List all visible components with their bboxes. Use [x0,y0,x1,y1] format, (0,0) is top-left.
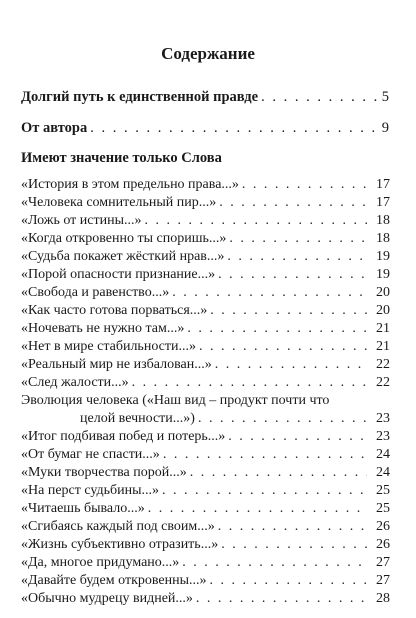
dot-leader [210,572,368,590]
dot-leader [199,338,367,356]
dot-leader [228,428,367,446]
toc-entry[interactable] [21,248,390,266]
toc-entry-page: 17 [376,195,390,210]
toc-entry-page: 22 [376,375,390,390]
toc-entry-title: «Судьба покажет жёсткий нрав...» [21,249,225,264]
dot-leader [219,194,367,212]
toc-entry-page: 18 [376,231,390,246]
toc-major-entry-title: От автора [21,120,88,136]
toc-entry-multiline[interactable] [21,392,390,428]
dot-leader [190,464,367,482]
toc-entry-title-line2: целой вечности...») [80,411,195,426]
toc-entry[interactable] [21,572,390,590]
toc-entry-title: «Ложь от истины...» [21,213,142,228]
toc-entry-page: 27 [376,555,390,570]
toc-entry[interactable] [21,356,390,374]
toc-entry-title: «Да, многое придумано...» [21,555,180,570]
toc-entry[interactable] [21,176,390,194]
dot-leader [218,266,367,284]
toc-entry-list [21,176,390,608]
toc-major-entry-page: 5 [381,89,389,105]
dot-leader [218,518,367,536]
section-heading: Имеют значение только Слова [21,150,222,166]
toc-entry-title: «След жалости...» [21,375,129,390]
dot-leader [148,500,367,518]
toc-entry-title: «Муки творчества порой...» [21,465,187,480]
toc-entry-page: 21 [376,339,390,354]
toc-entry-page: 26 [376,537,390,552]
toc-entry-title: «Обычно мудрецу видней...» [21,591,193,606]
toc-entry-page: 27 [376,573,390,588]
toc-entry[interactable] [21,518,390,536]
toc-major-entry-title: Долгий путь к единственной правде [21,89,259,105]
toc-entry[interactable] [21,338,390,356]
toc-entry[interactable] [21,212,390,230]
toc-entry-title: «Итог подбивая побед и потерь...» [21,429,226,444]
toc-entry-page: 23 [376,429,390,444]
toc-entry[interactable] [21,194,390,212]
toc-entry-page: 20 [376,303,390,318]
toc-entry-title: «История в этом предельно права...» [21,177,239,192]
toc-entry-title: «Свобода и равенство...» [21,285,170,300]
dot-leader [215,356,367,374]
toc-entry-title: «Читаешь бывало...» [21,501,145,516]
dot-leader [242,176,367,194]
toc-entry[interactable] [21,266,390,284]
dot-leader [132,374,367,392]
toc-entry[interactable] [21,320,390,338]
toc-entry[interactable] [21,374,390,392]
toc-entry[interactable] [21,554,390,572]
toc-entry[interactable] [21,590,390,608]
dot-leader [196,590,367,608]
toc-entry-page: 21 [376,321,390,336]
toc-entry-title: «От бумаг не спасти...» [21,447,160,462]
toc-major-entry[interactable] [21,120,389,137]
toc-entry-page: 18 [376,213,390,228]
toc-entry-page: 22 [376,357,390,372]
dot-leader [261,89,379,106]
toc-entry[interactable] [21,536,390,554]
toc-entry-title: «Нет в мире стабильности...» [21,339,196,354]
toc-entry-title: «Как часто готова порваться...» [21,303,208,318]
dot-leader [187,320,367,338]
toc-entry-title: «Сгибаясь каждый под своим...» [21,519,215,534]
toc-entry-title: «Порой опасности признание...» [21,267,216,282]
dot-leader [145,212,367,230]
toc-entry-page: 20 [376,285,390,300]
toc-entry-title-line2-row [21,410,390,428]
dot-leader [227,248,367,266]
toc-entry[interactable] [21,464,390,482]
toc-entry-page: 26 [376,519,390,534]
toc-entry[interactable] [21,500,390,518]
toc-entry-page: 19 [376,249,390,264]
page-title: Содержание [161,44,255,63]
toc-entry-title: «На перст судьбины...» [21,483,160,498]
dot-leader [172,284,367,302]
dot-leader [162,482,367,500]
toc-entry-page: 24 [376,465,390,480]
toc-major-entry[interactable] [21,89,389,106]
toc-entry-title: «Человека сомнительный пир...» [21,195,217,210]
toc-entry[interactable] [21,446,390,464]
dot-leader [163,446,367,464]
dot-leader [182,554,367,572]
dot-leader [210,302,367,320]
toc-entry-page: 23 [376,411,390,426]
toc-major-entry-page: 9 [381,120,389,136]
toc-entry-title: «Жизнь субъективно отразить...» [21,537,219,552]
toc-entry-title-line1: Эволюция человека («Наш вид – продукт почти что [21,393,330,408]
toc-entry[interactable] [21,284,390,302]
toc-entry-page: 25 [376,483,390,498]
toc-entry-page: 28 [376,591,390,606]
toc-entry-title: «Когда откровенно ты споришь...» [21,231,227,246]
toc-entry-title: «Ночевать не нужно там...» [21,321,185,336]
dot-leader [221,536,367,554]
toc-entry-title: «Давайте будем откровенны...» [21,573,207,588]
toc-entry-page: 19 [376,267,390,282]
toc-entry[interactable] [21,302,390,320]
dot-leader [198,410,367,428]
toc-entry-title: «Реальный мир не избалован...» [21,357,212,372]
toc-entry-page: 24 [376,447,390,462]
dot-leader [229,230,367,248]
dot-leader [90,120,379,137]
toc-entry-page: 25 [376,501,390,516]
toc-entry[interactable] [21,230,390,248]
toc-entry[interactable] [21,428,390,446]
toc-entry-page: 17 [376,177,390,192]
toc-entry[interactable] [21,482,390,500]
